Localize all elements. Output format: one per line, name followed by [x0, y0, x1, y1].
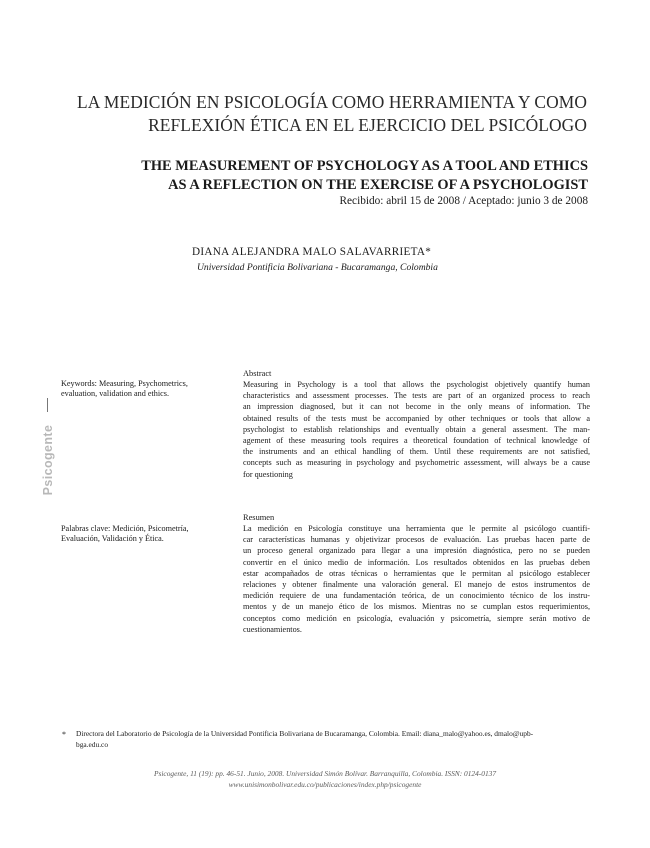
journal-side-logo: [38, 398, 58, 506]
title-spanish: [77, 91, 587, 137]
title-english-line: AS A REFLECTION ON THE EXERCISE OF A PSYCHOLOGIST: [168, 177, 588, 193]
resumen-line: mentos y de un manejo ético de los mismos. Mientras no se cumplan estos requerimientos,: [243, 602, 590, 612]
keywords-line: Keywords: Measuring, Psychometrics,: [61, 379, 188, 388]
resumen-line: conceptos como medición en psicología, evaluación y psicometría, siempre serán motivo de: [243, 613, 590, 623]
footnote: [76, 728, 588, 750]
abstract-line: concepts such as measuring in psychology and psychometric assessment, will always be a cause: [243, 458, 590, 468]
author-name: DIANA ALEJANDRA MALO SALAVARRIETA*: [192, 246, 432, 258]
abstract-line: psychologist to establish relationships and eventually obtain a general assesment. The man-: [243, 424, 590, 434]
received-accepted-dates: Recibido: abril 15 de 2008 / Aceptado: junio 3 de 2008: [339, 195, 588, 207]
footnote-marker: *: [62, 730, 66, 739]
footnote-line: Directora del Laboratorio de Psicología de la Universidad Pontificia Bolivariana de Bucaramanga, Colombia. Email: diana_malo@yahoo.es, dmalo@upb-: [76, 729, 534, 738]
journal-url[interactable]: www.unisimonbolivar.edu.co/publicaciones/index.php/psicogente: [228, 780, 422, 789]
footnote-line: bga.edu.co: [76, 740, 109, 749]
abstract-heading: Abstract: [243, 369, 272, 378]
abstract-line: for questioning: [243, 469, 293, 479]
resumen-body: [243, 523, 590, 635]
abstract-line: characteristics and assessment processes. The tests are part of an organized process to reach: [243, 391, 590, 401]
keywords: [61, 379, 206, 400]
resumen-line: medición requiere de una fundamentación teórica, de un conocimiento técnico de los instru-: [243, 591, 590, 601]
resumen-line: relaciones y obtener finalmente una valoración general. El manejo de estos instrumentos de: [243, 580, 590, 590]
palabras-clave-line: Palabras clave: Medición, Psicometría,: [61, 524, 189, 533]
resumen-line: estar acompañados de otras técnicas o herramientas que le permitan al psicólogo establecer: [243, 568, 590, 578]
abstract-line: agement of these measuring tools requires a theoretical foundation of technical knowledge of: [243, 436, 590, 446]
title-english: [141, 157, 588, 195]
resumen-line: convertir en el único medio de información. Los resultados obtenidos en las pruebas deben: [243, 557, 590, 567]
author-affiliation: Universidad Pontificia Bolivariana - Bucaramanga, Colombia: [197, 262, 438, 273]
palabras-clave-line: Evaluación, Validación y Ética.: [61, 534, 164, 544]
abstract-line: an impression diagnosed, but it can not become in the only means of information. The: [243, 402, 590, 412]
title-english-line: THE MEASUREMENT OF PSYCHOLOGY AS A TOOL AND ETHICS: [141, 158, 588, 174]
abstract-line: Measuring in Psychology is a tool that allows the psychologist objetively quantify human: [243, 380, 590, 389]
resumen-line: cuestionamientos.: [243, 624, 302, 634]
abstract-body: [243, 379, 590, 480]
palabras-clave: [61, 524, 206, 545]
abstract-line: obtained results of the tests must be accompanied by other techniques or tools that allow a: [243, 413, 590, 423]
journal-logo-word: [41, 425, 55, 496]
resumen-line: La medición en Psicología constituye una herramienta que le permite al psicólogo cuantifi-: [243, 524, 590, 533]
title-spanish-line: REFLEXIÓN ÉTICA EN EL EJERCICIO DEL PSICÓLOGO: [148, 115, 587, 135]
resumen-line: car características humanas y objetivizar procesos de evaluación. Las pruebas hacen parte de: [243, 535, 590, 545]
resumen-heading: Resumen: [243, 513, 275, 522]
logo-text: Psicogente: [41, 424, 55, 496]
abstract-line: the instruments and an ethical handling of them. Until these requirements are not satisfied,: [243, 447, 590, 457]
journal-citation: Psicogente, 11 (19): pp. 46-51. Junio, 2008. Universidad Simón Bolívar. Barranquilla, Colombia. ISSN: 0124-0137: [153, 769, 497, 778]
logo-rule: [47, 398, 48, 412]
title-spanish-line: LA MEDICIÓN EN PSICOLOGÍA COMO HERRAMIENTA Y COMO: [77, 92, 587, 112]
resumen-line: un proceso general organizado para llegar a una impresión diagnóstica, pero no se pueden: [243, 546, 590, 556]
keywords-line: evaluation, validation and ethics.: [61, 389, 169, 399]
